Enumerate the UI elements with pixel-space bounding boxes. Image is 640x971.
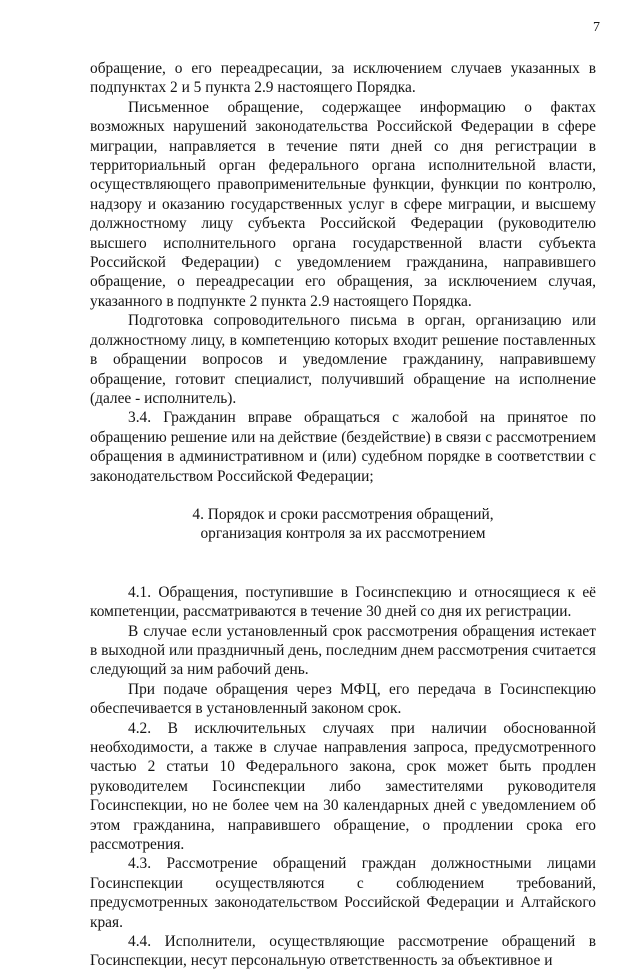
page-number: 7 <box>593 20 600 35</box>
section-heading-line-2: организация контроля за их рассмотрением <box>200 525 486 543</box>
paragraph-3-4: 3.4. Гражданин вправе обращаться с жалобой на принятое по обращению решение или на действие (бездействие) в связи с рассмотрением обращения в административном и (или) судебном порядке в соответствии с законодательством Российской Федерации; <box>90 409 596 485</box>
paragraph-cover-letter: Подготовка сопроводительного письма в орган, организацию или должностному лицу, в компетенцию которых входит решение поставленных в обращении вопросов и уведомление гражданину, направившему обращение, готовит специалист, получивший обращение на исполнение (далее - исполнитель). <box>90 312 596 407</box>
document-body <box>90 59 596 971</box>
paragraph-migration-violations: Письменное обращение, содержащее информацию о фактах возможных нарушений законодательства Российской Федерации в сфере миграции, направляется в течение пяти дней со дня регистрации в территориальный орган федерального органа исполнительной власти, осуществляющего правоприменительные функции, функции по контролю, надзору и оказанию государственных услуг в сфере миграции, и высшему должностному лицу субъекта Российской Федерации (руководителю высшего исполнительного органа государственной власти субъекта Российской Федерации) с уведомлением гражданина, направившего обращение, о переадресации его обращения, за исключением случая, указанного в подпункте 2 пункта 2.9 настоящего Порядка. <box>90 98 596 310</box>
section-heading-line-1: 4. Порядок и сроки рассмотрения обращений, <box>192 505 494 523</box>
paragraph-mfc: При подаче обращения через МФЦ, его передача в Госинспекцию обеспечивается в установленный законом срок. <box>90 680 596 718</box>
paragraph-4-4: 4.4. Исполнители, осуществляющие рассмотрение обращений в Госинспекции, несут персональную ответственность за объективное и <box>90 933 596 970</box>
paragraph-holiday-deadline: В случае если установленный срок рассмотрения обращения истекает в выходной или праздничный день, последним днем рассмотрения считается следующий за ним рабочий день. <box>90 622 596 679</box>
paragraph-continuation: обращение, о его переадресации, за исключением случаев указанных в подпунктах 2 и 5 пункта 2.9 настоящего Порядка. <box>90 60 596 97</box>
section-heading <box>90 505 596 544</box>
paragraph-4-2: 4.2. В исключительных случаях при наличии обоснованной необходимости, а также в случае направления запроса, предусмотренного частью 2 статьи 10 Федерального закона, срок может быть продлен руководителем Госинспекции либо заместителями руководителя Госинспекции, но не более чем на 30 календарных дней с уведомлением об этом гражданина, направившего обращение, о продлении срока его рассмотрения. <box>90 719 596 854</box>
paragraph-4-3: 4.3. Рассмотрение обращений граждан должностными лицами Госинспекции осуществляются с соблюдением требований, предусмотренных законодательством Российской Федерации и Алтайского края. <box>90 855 596 931</box>
paragraph-4-1: 4.1. Обращения, поступившие в Госинспекцию и относящиеся к её компетенции, рассматриваются в течение 30 дней со дня их регистрации. <box>90 583 596 621</box>
